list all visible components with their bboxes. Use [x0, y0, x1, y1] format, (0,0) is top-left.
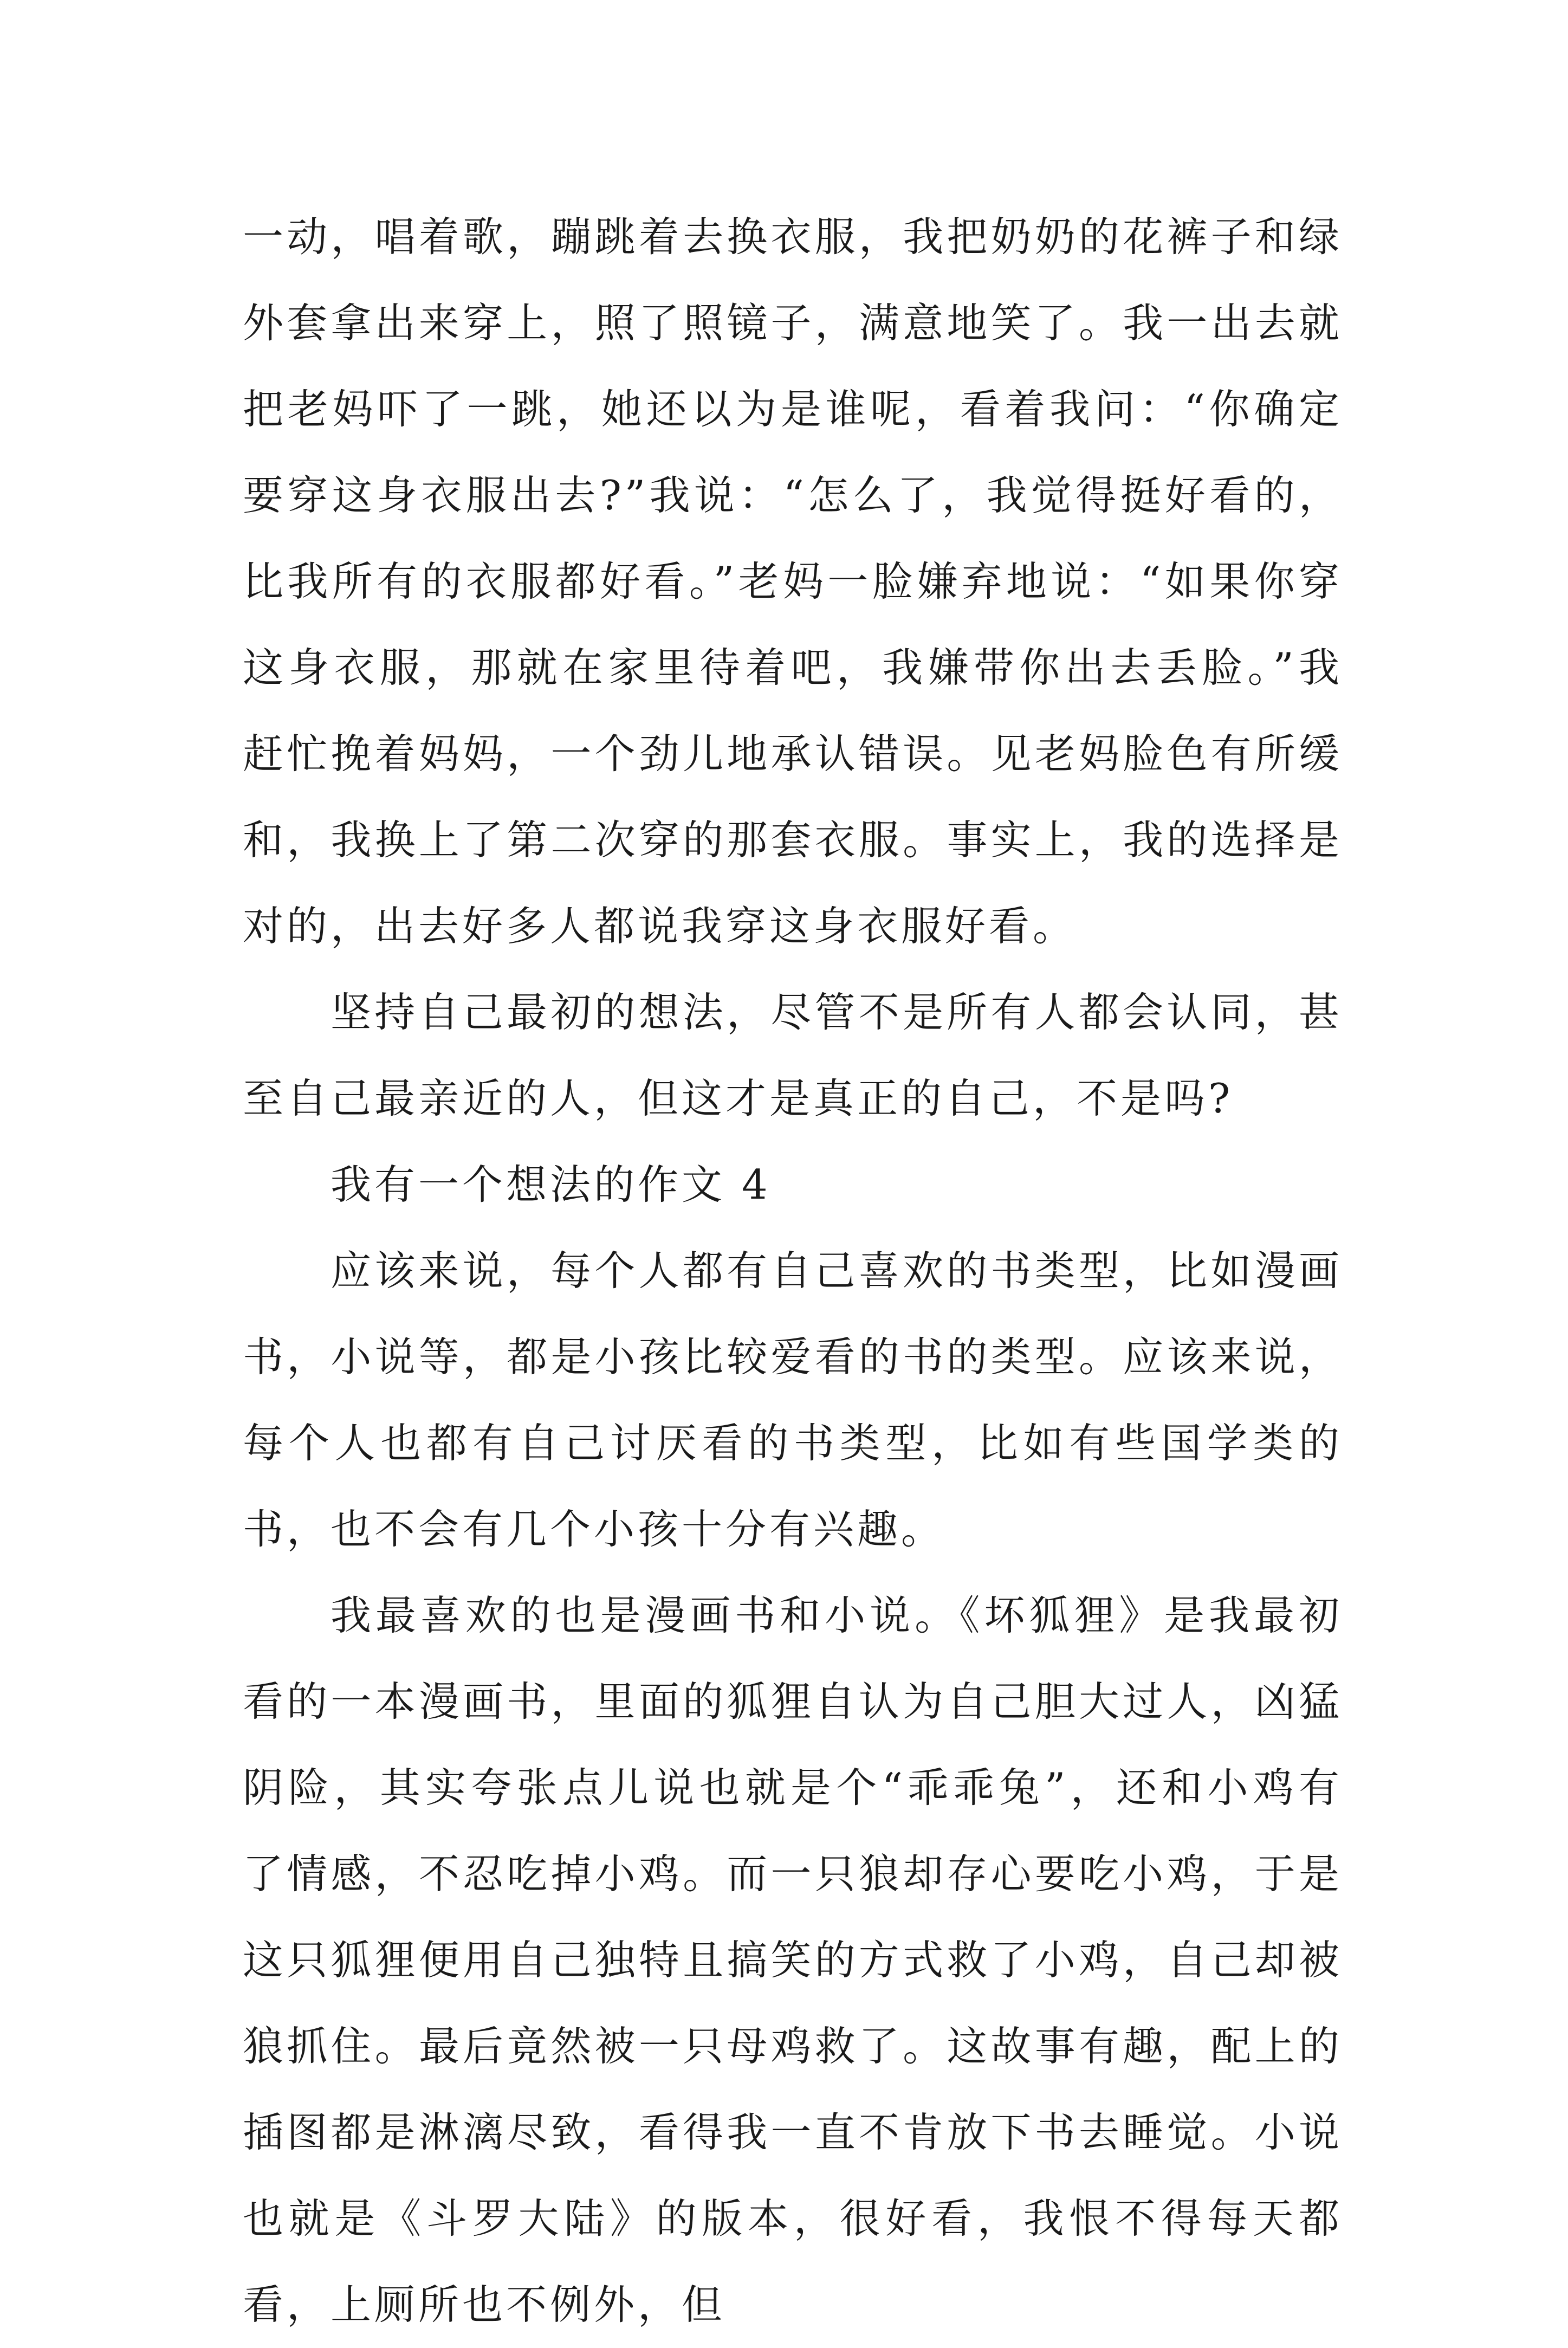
paragraph-book-types: 应该来说，每个人都有自己喜欢的书类型，比如漫画书，小说等，都是小孩比较爱看的书的类型。应该来说，每个人也都有自己讨厌看的书类型，比如有些国学类的书，也不会有几个小孩十分有兴趣。: [243, 1247, 1343, 1553]
paragraph-conclusion: 坚持自己最初的想法，尽管不是所有人都会认同，甚至自己最亲近的人，但这才是真正的自己，不是吗?: [243, 988, 1343, 1122]
document-body: [243, 194, 1343, 2348]
paragraph-continuation: 一动，唱着歌，蹦跳着去换衣服，我把奶奶的花裤子和绿外套拿出来穿上，照了照镜子，满意地笑了。我一出去就把老妈吓了一跳，她还以为是谁呢，看着我问：“你确定要穿这身衣服出去?”我说：“怎么了，我觉得挺好看的，比我所有的衣服都好看。”老妈一脸嫌弃地说：“如果你穿这身衣服，那就在家里待着吧，我嫌带你出去丢脸。”我赶忙挽着妈妈，一个劲儿地承认错误。见老妈脸色有所缓和，我换上了第二次穿的那套衣服。事实上，我的选择是对的，出去好多人都说我穿这身衣服好看。: [243, 213, 1343, 950]
essay-heading: 我有一个想法的作文 4: [331, 1161, 771, 1208]
paragraph-favorite-books: 我最喜欢的也是漫画书和小说。《坏狐狸》是我最初看的一本漫画书，里面的狐狸自认为自己胆大过人，凶猛阴险，其实夸张点儿说也就是个“乖乖兔”，还和小鸡有了情感，不忍吃掉小鸡。而一只狼却存心要吃小鸡，于是这只狐狸便用自己独特且搞笑的方式救了小鸡，自己却被狼抓住。最后竟然被一只母鸡救了。这故事有趣，配上的插图都是淋漓尽致，看得我一直不肯放下书去睡觉。小说也就是《斗罗大陆》的版本，很好看，我恨不得每天都看，上厕所也不例外，但: [243, 1592, 1343, 2328]
